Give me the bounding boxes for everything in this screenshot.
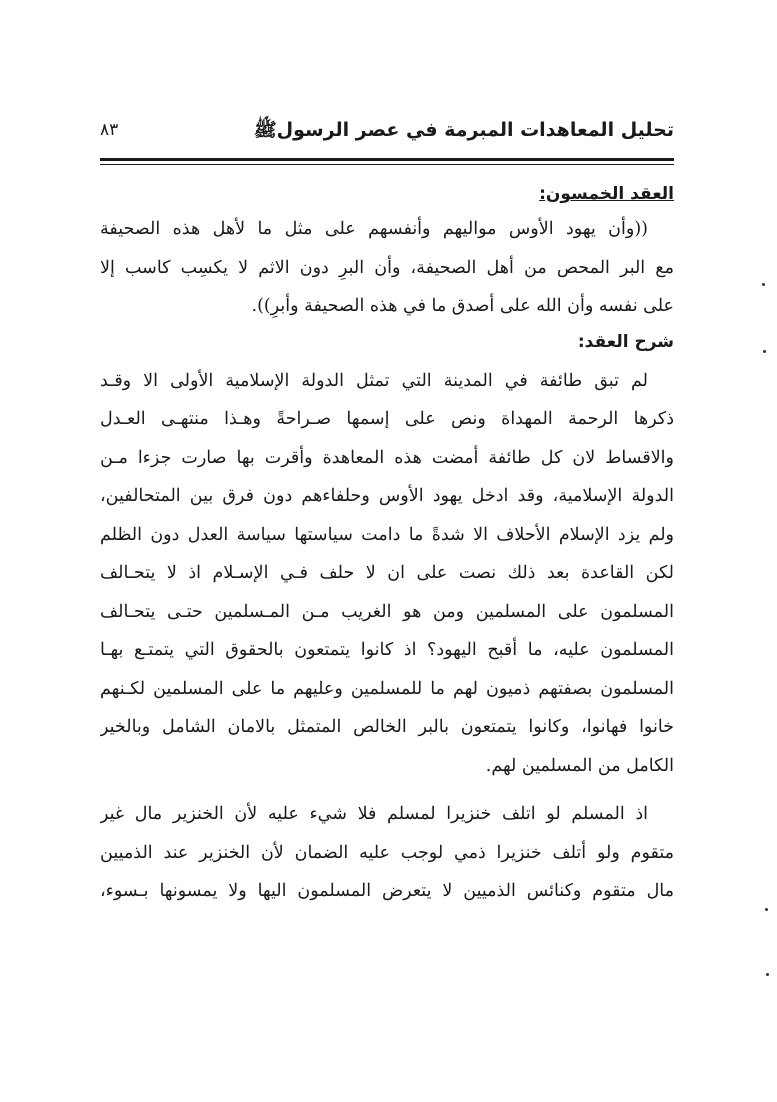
text-line: المسلمون على المسلمين ومن هو الغريب مـن المـسلمين حتـى يتحـالف: [100, 601, 674, 622]
running-title: تحليل المعاهدات المبرمة في عصر الرسولﷺ: [253, 119, 674, 141]
text-line: على نفسه وأن الله على أصدق ما في هذه الصحيفة وأبرِ)).: [251, 296, 674, 316]
text-line: لكن القاعدة بعد ذلك نصت على ان لا حلف فـي الإسـلام اذ لا يتحـالف: [100, 563, 674, 583]
explanation-heading: شرح العقد:: [577, 331, 674, 352]
page-number: ٨٣: [100, 120, 119, 140]
text-line: والاقساط لان كل طائفة أمضت هذه المعاهدة وأقرت بها صارت جزءا مـن: [100, 447, 674, 468]
text-line: اذ المسلم لو اتلف خنزيرا لمسلم فلا شيء عليه لأن الخنزير مال غير: [100, 804, 648, 824]
scan-speck: [763, 350, 766, 353]
text-line: لم تبق طائفة في المدينة التي تمثل الدولة الإسلامية الأولى الا وقـد: [100, 370, 648, 391]
page-body: [100, 178, 674, 911]
scan-speck: [765, 908, 768, 911]
page-header: [100, 118, 674, 148]
text-line: خانوا فهانوا، وكانوا يتمتعون بالبر الخالص المتمثل بالامان الشامل وبالخير: [100, 717, 674, 737]
scan-speck: [766, 973, 769, 976]
header-rule-thick: [100, 158, 674, 161]
text-line: ((وأن يهود الأوس مواليهم وأنفسهم على مثل ما لأهل هذه الصحيفة: [100, 219, 648, 239]
text-line: مال متقوم وكنائس الذميين لا يتعرض المسلمون اليها ولا يمسونها بـسوء،: [100, 881, 674, 901]
text-line: المسلمون عليه، ما أقبح اليهود؟ اذ كانوا يتمتعون بالحقوق التي يتمتـع بهـا: [100, 640, 674, 660]
text-line: متقوم ولو أتلف خنزيرا ذمي لوجب عليه الضمان لأن الخنزير عند الذميين: [100, 842, 674, 863]
text-line: المسلمون بصفتهم ذميون لهم ما للمسلمين وعليهم ما على المسلمين لكـنهم: [100, 678, 674, 699]
text-line: ولم يزد الإسلام الأحلاف الا شدةً ما دامت سياستها سياسة العدل دون الظلم: [100, 524, 674, 545]
text-line: الدولة الإسلامية، وقد ادخل يهود الأوس وحلفاءهم دون فرق بين المتحالفين،: [100, 486, 674, 506]
text-line: الكامل من المسلمين لهم.: [485, 755, 674, 776]
scan-speck: [762, 283, 765, 286]
header-rule-thin: [100, 164, 674, 165]
text-line: مع البر المحص من أهل الصحيفة، وأن البرِ دون الاثم لا يكسِب كاسب إلا: [100, 257, 674, 278]
text-line: ذكرها الرحمة المهداة ونص على إسمها صـراحةً وهـذا منتهـى العـدل: [100, 409, 674, 429]
section-heading: العقد الخمسون:: [539, 184, 674, 204]
